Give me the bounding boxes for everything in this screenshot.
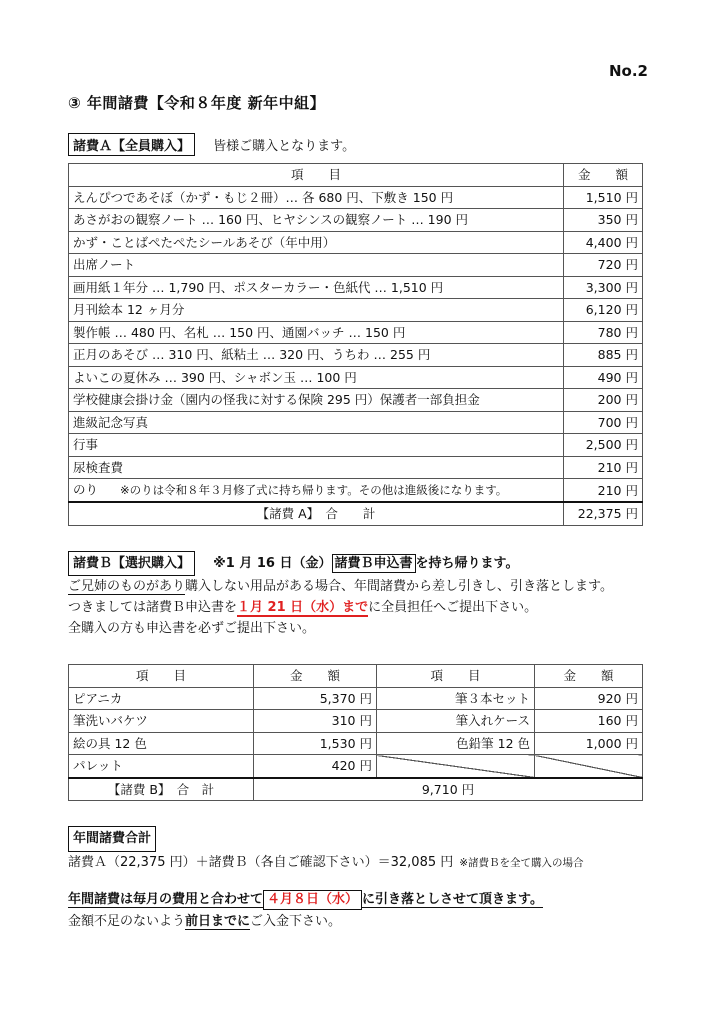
row-amount: 350 円 [564,209,643,232]
line2-rest: 購入しない用品がある場合、年間諸費から差し引きし、引き落とします。 [185,579,613,594]
right-amount: 160 円 [535,710,643,733]
header-item: 項 目 [69,164,564,187]
left-item: 絵の具 12 色 [69,732,254,755]
section-a-label: 諸費Ａ【全員購入】 [68,133,195,156]
row-item: 出席ノート [69,254,564,277]
header-amount: 金 額 [564,164,643,187]
section-b-line3 [68,597,613,618]
total-amount: 22,375 円 [564,502,643,525]
row-item: 学校健康会掛け金（園内の怪我に対する保険 295 円）保護者一部負担金 [69,389,564,412]
row-item: 正月のあそび … 310 円、紙粘土 … 320 円、うちわ … 255 円 [69,344,564,367]
table-row [69,434,643,457]
table-row [69,344,643,367]
section-a-header [68,133,355,156]
deadline: １月 21 日（水）まで [237,600,369,615]
row-amount: 200 円 [564,389,643,412]
section-b-label: 諸費Ｂ【選択購入】 [68,551,195,576]
page-title: ③ 年間諸費【令和８年度 新年中組】 [68,94,326,112]
row-amount: 4,400 円 [564,231,643,254]
total-row [69,778,643,801]
table-row [69,389,643,412]
header-item-right: 項 目 [377,665,535,688]
header-item-left: 項 目 [69,665,254,688]
row-amount: 490 円 [564,366,643,389]
table-row [69,479,643,503]
table-row [69,209,643,232]
footer-line2-post: ご入金下さい。 [250,914,342,929]
line3-post: に全員担任へご提出下さい。 [368,600,538,615]
row-amount: 2,500 円 [564,434,643,457]
table-row [69,411,643,434]
section-b-line4: 全購入の方も申込書を必ずご提出下さい。 [68,621,316,636]
right-item: 色鉛筆 12 色 [377,732,535,755]
row-amount: 210 円 [564,479,643,503]
section-b-text [68,551,613,639]
table-row [69,254,643,277]
left-amount: 5,370 円 [254,687,377,710]
section-a-note: 皆様ご購入となります。 [213,139,356,154]
row-amount: 780 円 [564,321,643,344]
right-item: 筆入れケース [377,710,535,733]
table-row [69,710,643,733]
table-row [69,366,643,389]
right-amount: 920 円 [535,687,643,710]
table-row [69,755,643,778]
total-label: 【諸費 B】 合 計 [69,778,254,801]
line3-pre: つきましては諸費Ｂ申込書を [68,600,238,615]
table-row [69,321,643,344]
table-row [69,299,643,322]
section-b-notice [213,556,518,571]
footer-line1-pre: 年間諸費は毎月の費用と合わせて [68,892,264,907]
table-row [69,687,643,710]
left-amount: 1,530 円 [254,732,377,755]
row-amount: 3,300 円 [564,276,643,299]
table-header-row [69,665,643,688]
left-item: ピアニカ [69,687,254,710]
table-row [69,276,643,299]
section-b-header [68,551,613,576]
footer-line1-post: に引き落としさせて頂きます。 [362,892,543,907]
row-item: よいこの夏休み … 390 円、シャボン玉 … 100 円 [69,366,564,389]
table-row [69,186,643,209]
empty-cell-diagonal [535,755,643,778]
right-amount: 1,000 円 [535,732,643,755]
row-item: 尿検査費 [69,456,564,479]
header-amount-left: 金 額 [254,665,377,688]
total-amount: 9,710 円 [254,778,643,801]
total-label: 【諸費 A】 合 計 [69,502,564,525]
notice-date: ※1 月 16 日（金） [213,556,332,571]
row-item: えんぴつであそぼ（かず・もじ２冊）… 各 680 円、下敷き 150 円 [69,186,564,209]
right-item: 筆３本セット [377,687,535,710]
annual-total-formula: 諸費Ａ（22,375 円）＋諸費Ｂ（各自ご確認下さい）＝32,085 円 [68,855,454,870]
row-item-note: ※のりは令和８年３月修了式に持ち帰ります。その他は進級後になります。 [120,483,508,497]
total-row [69,502,643,525]
footer-line2-bold: 前日までに [185,914,251,929]
left-amount: 420 円 [254,755,377,778]
footer-line2 [68,911,543,933]
footer-section [68,889,543,933]
section-b-line2 [68,576,613,597]
fees-b-table [68,664,643,801]
row-item: 進級記念写真 [69,411,564,434]
line2-underlined: ご兄姉のものがあり [68,579,186,594]
table-row [69,732,643,755]
fees-a-table [68,163,643,526]
table-row [69,456,643,479]
table-header-row [69,164,643,187]
row-amount: 1,510 円 [564,186,643,209]
annual-total-section [68,826,584,874]
row-amount: 210 円 [564,456,643,479]
header-amount-right: 金 額 [535,665,643,688]
left-amount: 310 円 [254,710,377,733]
row-item: 行事 [69,434,564,457]
annual-total-label: 年間諸費合計 [68,826,156,852]
row-item: 画用紙１年分 … 1,790 円、ポスターカラー・色紙代 … 1,510 円 [69,276,564,299]
table-row [69,231,643,254]
footer-line1 [68,889,543,911]
left-item: パレット [69,755,254,778]
row-amount: 885 円 [564,344,643,367]
row-item: 製作帳 … 480 円、名札 … 150 円、通園バッチ … 150 円 [69,321,564,344]
withdrawal-date: ４月８日（水） [263,890,362,910]
notice-tail: を持ち帰ります。 [415,556,519,571]
row-item: かず・ことばぺたぺたシールあそび（年中用） [69,231,564,254]
annual-total-line [68,852,584,874]
row-amount: 700 円 [564,411,643,434]
page-number: No.2 [609,62,648,80]
row-item: あさがおの観察ノート … 160 円、ヒヤシンスの観察ノート … 190 円 [69,209,564,232]
left-item: 筆洗いバケツ [69,710,254,733]
row-item-label: のり [73,482,99,497]
row-item: 月刊絵本 12 ヶ月分 [69,299,564,322]
notice-form-name: 諸費Ｂ申込書 [332,554,416,573]
row-amount: 720 円 [564,254,643,277]
annual-total-note: ※諸費Ｂを全て購入の場合 [459,857,584,869]
row-amount: 6,120 円 [564,299,643,322]
empty-cell-diagonal [377,755,535,778]
footer-line2-pre: 金額不足のないよう [68,914,186,929]
row-item [69,479,564,503]
